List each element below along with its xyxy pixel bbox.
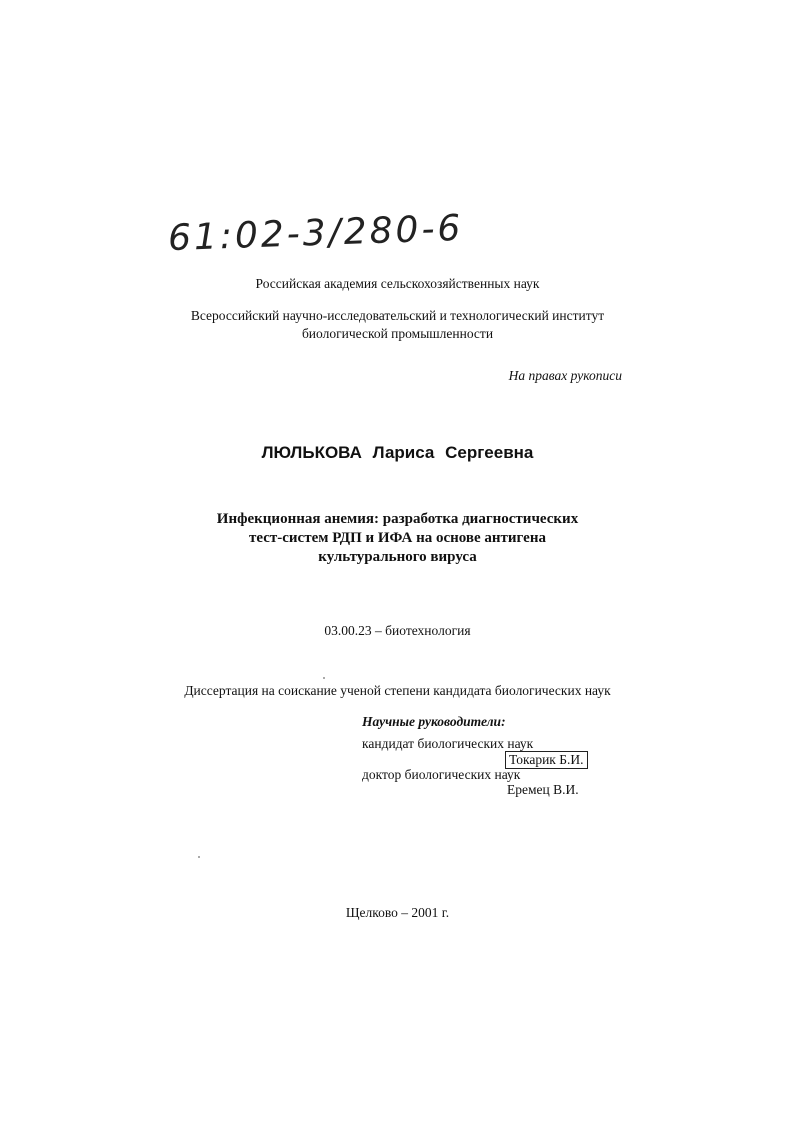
handwritten-catalog-number: 61:02-3/280-6 (167, 207, 465, 260)
institute-name (0, 307, 795, 343)
dissertation-degree: Диссертация на соискание ученой степени кандидата биологических наук (184, 683, 611, 698)
title-line-1: Инфекционная анемия: разработка диагностических (216, 511, 579, 527)
rights-note: На правах рукописи (508, 368, 622, 383)
supervisor-1-degree: кандидат биологических наук (362, 736, 534, 751)
supervisor-2-name: Еремец В.И. (507, 782, 579, 797)
scan-speck (198, 856, 200, 858)
author-name: ЛЮЛЬКОВА Лариса Сергеевна (261, 443, 534, 462)
specialty-code: 03.00.23 – биотехнология (324, 623, 471, 638)
supervisors-heading: Научные руководители: (362, 714, 506, 729)
supervisor-2-degree: доктор биологических наук (362, 767, 521, 782)
institute-line-2: биологической промышленности (301, 326, 494, 341)
city-year: Щелково – 2001 г. (345, 905, 450, 920)
dissertation-title (0, 510, 795, 567)
institute-line-1: Всероссийский научно-исследовательский и технологический институт (190, 308, 605, 323)
scan-speck (323, 677, 325, 679)
title-line-2: тест-систем РДП и ИФА на основе антигена (249, 530, 546, 546)
title-line-3: культурального вируса (318, 549, 477, 565)
organization-name: Российская академия сельскохозяйственных наук (255, 276, 540, 291)
supervisor-1-name: Токарик Б.И. (505, 751, 588, 769)
